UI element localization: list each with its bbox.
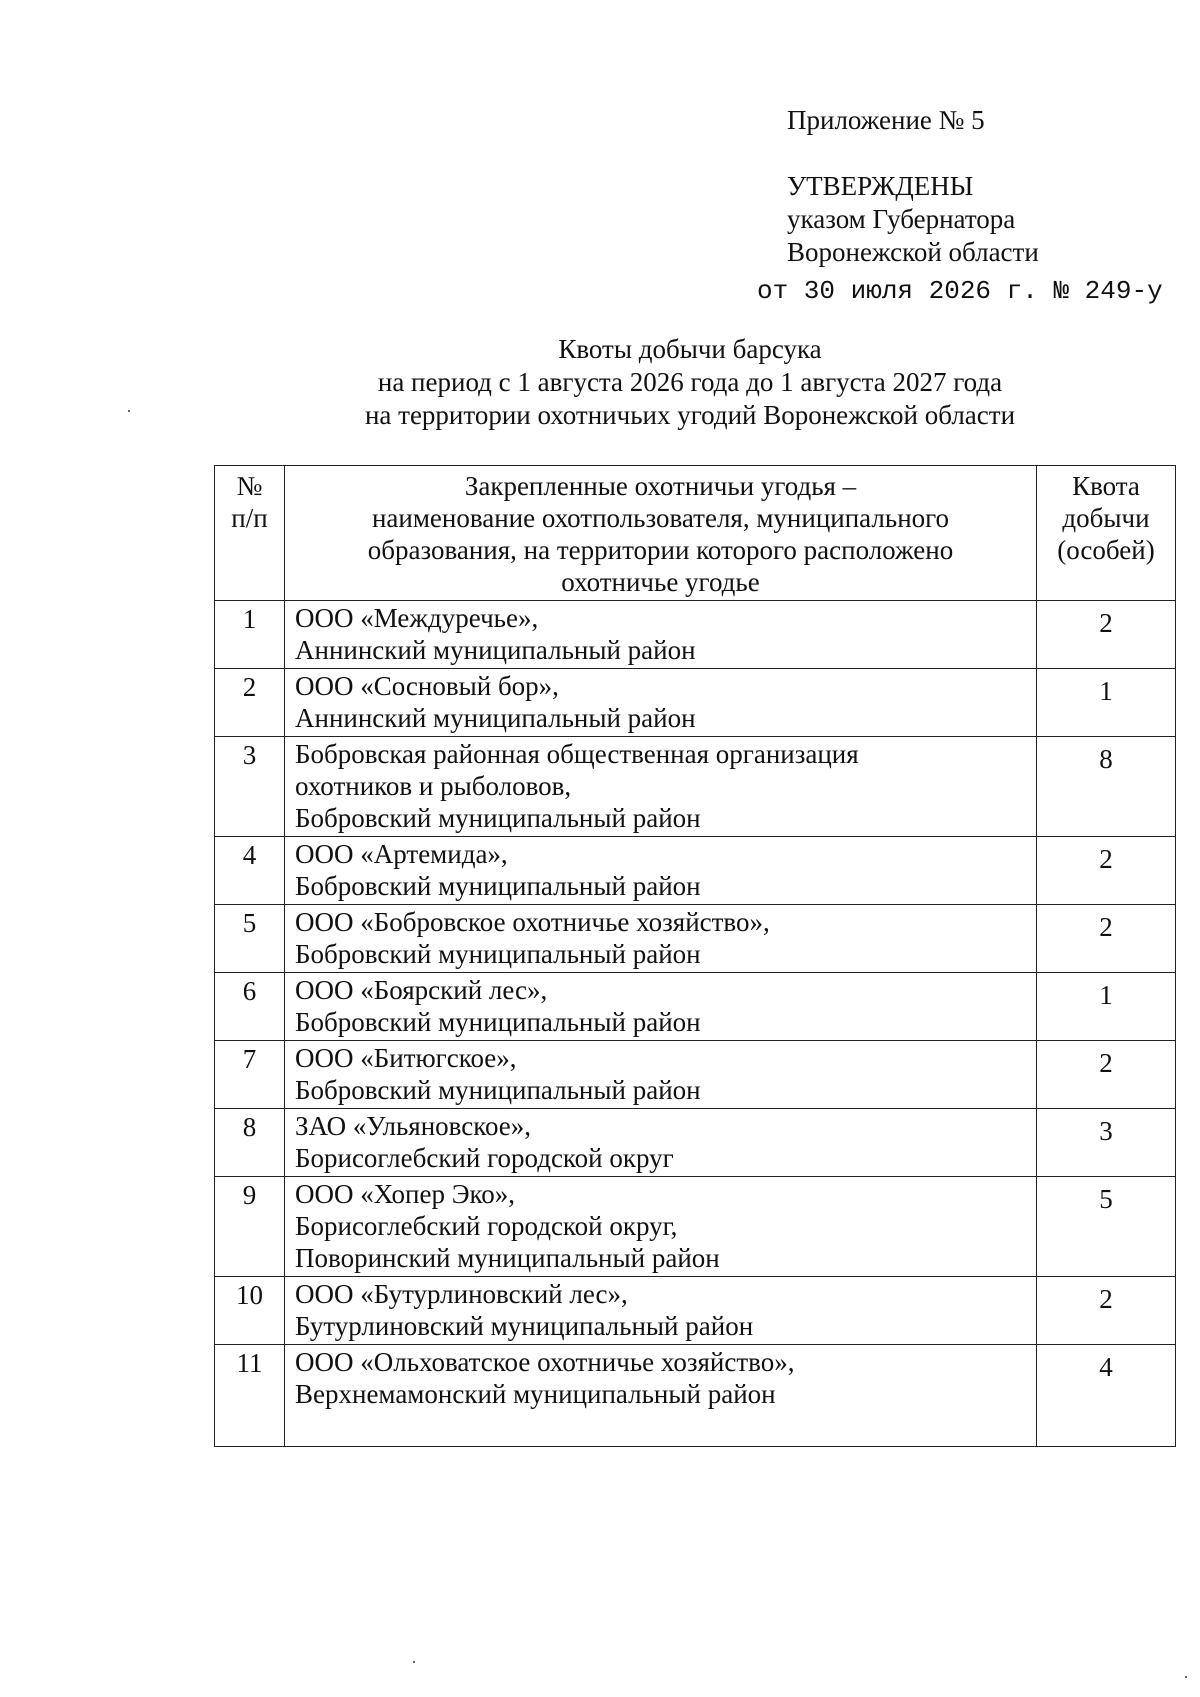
decree-reference: от 30 июля 2026 г. № 249-у (757, 276, 1163, 306)
approval-block (787, 170, 1039, 269)
title-line: на территории охотничьих угодий Воронежской области (364, 400, 1016, 430)
row-quota: 2 (1037, 601, 1176, 669)
row-ground-line: ООО «Ольховатское охотничье хозяйство», (295, 1347, 795, 1377)
row-number: 1 (215, 601, 285, 669)
table-row (215, 1345, 1176, 1447)
header-quota-line: Квота (1072, 471, 1140, 501)
row-hunting-ground (285, 973, 1037, 1041)
scan-speck (128, 410, 130, 412)
row-ground-line: Аннинский муниципальный район (295, 635, 696, 665)
row-ground-line: ООО «Сосновый бор», (295, 671, 559, 701)
row-hunting-ground (285, 1345, 1037, 1447)
row-number: 10 (215, 1277, 285, 1345)
row-ground-line: Бобровский муниципальный район (295, 1075, 701, 1105)
row-hunting-ground (285, 1109, 1037, 1177)
header-number (215, 466, 285, 601)
row-hunting-ground (285, 737, 1037, 837)
header-quota (1037, 466, 1176, 601)
title-line: на период с 1 августа 2026 года до 1 августа 2027 года (377, 367, 1003, 397)
row-ground-line: Бобровский муниципальный район (295, 803, 701, 833)
table-header-row (215, 466, 1176, 601)
row-number: 8 (215, 1109, 285, 1177)
row-quota: 2 (1037, 1277, 1176, 1345)
row-ground-line: Борисоглебский городской округ, (295, 1211, 678, 1241)
row-ground-line: ООО «Междуречье», (295, 603, 539, 633)
row-number: 6 (215, 973, 285, 1041)
row-ground-line: ООО «Бутурлиновский лес», (295, 1279, 628, 1309)
appendix-label: Приложение № 5 (787, 105, 985, 135)
table-row (215, 1277, 1176, 1345)
row-ground-line: Бобровский муниципальный район (295, 871, 701, 901)
row-quota: 3 (1037, 1109, 1176, 1177)
row-quota: 1 (1037, 973, 1176, 1041)
row-number: 11 (215, 1345, 285, 1447)
row-ground-line: Бобровский муниципальный район (295, 1007, 701, 1037)
row-ground-line: Аннинский муниципальный район (295, 703, 696, 733)
row-ground-line: охотников и рыболовов, (295, 771, 572, 801)
row-number: 3 (215, 737, 285, 837)
row-ground-line: Бобровский муниципальный район (295, 939, 701, 969)
row-quota: 2 (1037, 905, 1176, 973)
row-number: 4 (215, 837, 285, 905)
header-quota-line: (особей) (1057, 535, 1155, 565)
row-ground-line: ООО «Боярский лес», (295, 975, 548, 1005)
row-ground-line: ООО «Хопер Эко», (295, 1179, 516, 1209)
scan-speck (1185, 1676, 1187, 1678)
approval-line: указом Губернатора (787, 204, 1016, 234)
header-grounds-line: образования, на территории которого расположено (367, 535, 954, 565)
header-number-line: п/п (231, 503, 268, 533)
header-grounds-line: наименование охотпользователя, муниципального (371, 503, 950, 533)
row-ground-line: Борисоглебский городской округ (295, 1143, 674, 1173)
row-ground-line: ЗАО «Ульяновское», (295, 1111, 532, 1141)
row-hunting-ground (285, 669, 1037, 737)
header-hunting-grounds (285, 466, 1037, 601)
row-number: 9 (215, 1177, 285, 1277)
row-number: 7 (215, 1041, 285, 1109)
table-row (215, 905, 1176, 973)
approval-line: УТВЕРЖДЕНЫ (787, 171, 974, 201)
row-quota: 4 (1037, 1345, 1176, 1447)
quota-table (214, 465, 1176, 1447)
row-ground-line: ООО «Битюгское», (295, 1043, 517, 1073)
header-quota-line: добычи (1062, 503, 1150, 533)
row-number: 5 (215, 905, 285, 973)
table-row (215, 601, 1176, 669)
row-ground-line: Бутурлиновский муниципальный район (295, 1311, 754, 1341)
row-hunting-ground (285, 837, 1037, 905)
row-quota: 2 (1037, 1041, 1176, 1109)
table-row (215, 669, 1176, 737)
table-row (215, 1109, 1176, 1177)
scan-speck (413, 1661, 415, 1663)
row-ground-line: ООО «Бобровское охотничье хозяйство», (295, 907, 770, 937)
row-quota: 5 (1037, 1177, 1176, 1277)
row-hunting-ground (285, 601, 1037, 669)
header-grounds-line: Закрепленные охотничьи угодья – (464, 471, 857, 501)
row-number: 2 (215, 669, 285, 737)
table-body (215, 601, 1176, 1447)
header-number-line: № (236, 471, 263, 501)
title-line: Квоты добычи барсука (558, 334, 822, 364)
table-row (215, 737, 1176, 837)
row-ground-line: ООО «Артемида», (295, 839, 508, 869)
table-row (215, 1177, 1176, 1277)
row-hunting-ground (285, 1277, 1037, 1345)
row-hunting-ground (285, 1177, 1037, 1277)
table-row (215, 837, 1176, 905)
row-quota: 2 (1037, 837, 1176, 905)
row-ground-line: Верхнемамонский муниципальный район (295, 1379, 776, 1409)
row-quota: 8 (1037, 737, 1176, 837)
row-hunting-ground (285, 1041, 1037, 1109)
row-quota: 1 (1037, 669, 1176, 737)
approval-line: Воронежской области (787, 237, 1039, 267)
row-hunting-ground (285, 905, 1037, 973)
document-title (0, 333, 1200, 432)
table-row (215, 1041, 1176, 1109)
table-row (215, 973, 1176, 1041)
row-ground-line: Бобровская районная общественная организация (295, 739, 859, 769)
row-ground-line: Поворинский муниципальный район (295, 1243, 720, 1273)
header-grounds-line: охотничье угодье (561, 567, 760, 597)
